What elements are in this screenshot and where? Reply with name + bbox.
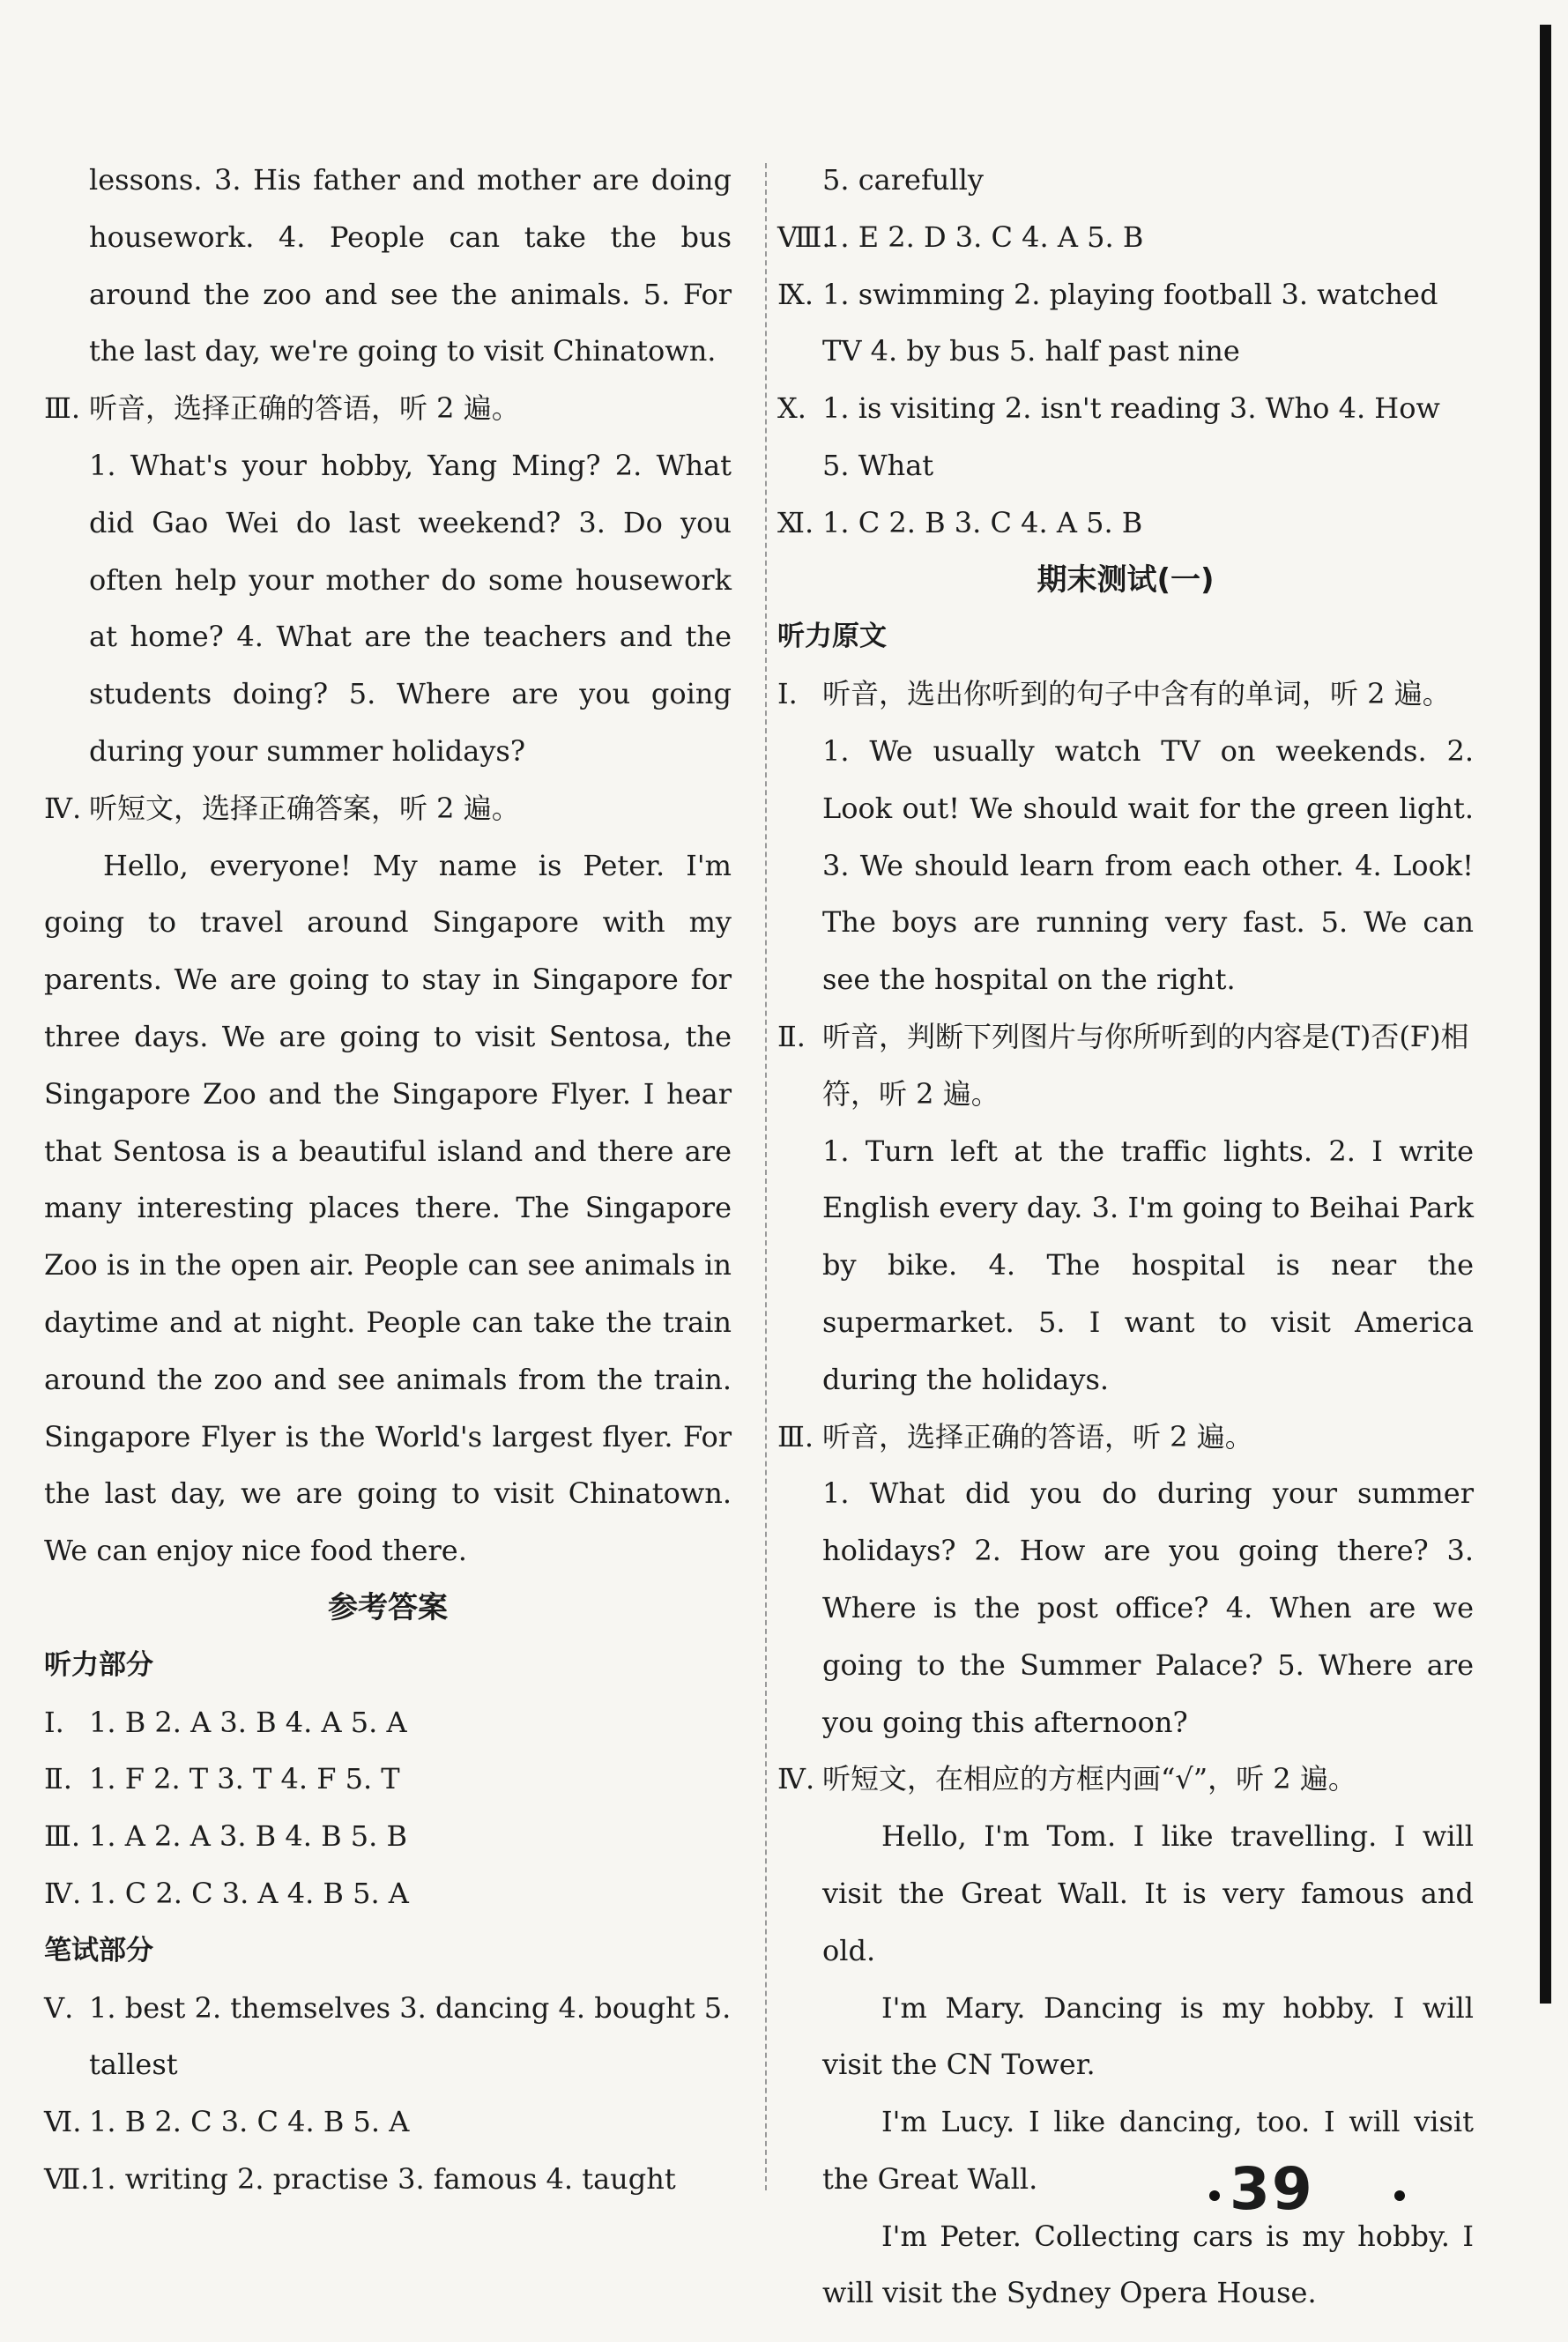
listening-answer-row: Ⅰ. 1. B 2. A 3. B 4. A 5. A: [44, 1705, 407, 1739]
section-4-heading: Ⅳ. 听短文，选择正确答案，听 2 遍。: [44, 791, 520, 825]
listening-answer-row: Ⅳ. 1. C 2. C 3. A 4. B 5. A: [44, 1876, 409, 1910]
written-answer-row: Ⅴ. 1. best 2. themselves 3. dancing 4. bought 5. tallest: [44, 1990, 732, 2082]
answer-row: Ⅸ. 1. swimming 2. playing football 3. watched TV 4. by bus 5. half past nine: [777, 277, 1438, 368]
listening-answer-row: Ⅲ. 1. A 2. A 3. B 4. B 5. B: [44, 1819, 407, 1854]
answer-row: Ⅺ. 1. C 2. B 3. C 4. A 5. B: [777, 505, 1143, 539]
page-number-dot-left: [1209, 2190, 1220, 2201]
script-section-2-heading: Ⅱ. 听音，判断下列图片与你所听到的内容是(T)否(F)相符，听 2 遍。: [777, 1019, 1469, 1111]
column-divider: [765, 163, 767, 2190]
script-paragraph: Hello, I'm Tom. I like travelling. I will visit the Great Wall. It is very famous and old.: [822, 1819, 1474, 1967]
section-4-passage: Hello, everyone! My name is Peter. I'm going to travel around Singapore with my parents. We are going to stay in Singapore for three days. We are going to visit Sentosa, the Singapore Zoo and the Singapore Flyer. I hear that Sentosa is a beautiful island and there are many interesting places there. The Singapore Zoo is in the open air. People can see animals in daytime and at night. People can take the train around the zoo and see animals from the train. Singapore Flyer is the World's largest flyer. For the last day, we are going to visit Chinatown. We can enjoy nice food there.: [44, 848, 732, 1568]
script-section-2-body: 1. Turn left at the traffic lights. 2. I write English every day. 3. I'm going to Beihai Park by bike. 4. The hospital is near the supermarket. 5. I want to visit America during the holidays.: [822, 1134, 1474, 1396]
listening-answer-row: Ⅱ. 1. F 2. T 3. T 4. F 5. T: [44, 1762, 400, 1796]
continued-answer: 5. carefully: [822, 163, 984, 197]
section-3-heading: Ⅲ. 听音，选择正确的答语，听 2 遍。: [44, 391, 520, 426]
written-answer-row: Ⅶ.1. writing 2. practise 3. famous 4. taught: [44, 2161, 676, 2196]
answer-row: Ⅷ.1. E 2. D 3. C 4. A 5. B: [777, 219, 1144, 254]
script-section-1-body: 1. We usually watch TV on weekends. 2. Look out! We should wait for the green light. 3. We should learn from each other. 4. Look! The boys are running very fast. 5. We can see the hospital on the right.: [822, 733, 1474, 997]
page-number-dot-right: [1394, 2190, 1405, 2201]
script-section-3-heading: Ⅲ. 听音，选择正确的答语，听 2 遍。: [777, 1419, 1253, 1454]
script-section-3-body: 1. What did you do during your summer holidays? 2. How are you going there? 3. Where is the post office? 4. When are we going to the Summer Palace? 5. Where are you going this afternoon?: [822, 1476, 1474, 1739]
left-column: [44, 152, 732, 2208]
section-3-body: 1. What's your hobby, Yang Ming? 2. What did Gao Wei do last weekend? 3. Do you often help your mother do some housework at home? 4. What are the teachers and the students doing? 5. Where are you going during your summer holidays?: [89, 448, 732, 768]
script-paragraph: I'm Lucy. I like dancing, too. I will visit the Great Wall.: [822, 2105, 1474, 2196]
written-answer-row: Ⅵ. 1. B 2. C 3. C 4. B 5. A: [44, 2105, 410, 2139]
script-paragraph: I'm Mary. Dancing is my hobby. I will visit the CN Tower.: [822, 1990, 1474, 2082]
exam-title: 期末测试(一): [1037, 561, 1215, 598]
listening-heading: 听力部分: [44, 1648, 153, 1681]
script-section-1-heading: Ⅰ. 听音，选出你听到的句子中含有的单词，听 2 遍。: [777, 677, 1451, 711]
answer-row: Ⅹ. 1. is visiting 2. isn't reading 3. Who 4. How 5. What: [777, 391, 1440, 482]
script-section-4-heading: Ⅳ. 听短文，在相应的方框内画“√”，听 2 遍。: [777, 1762, 1356, 1796]
answers-title: 参考答案: [328, 1589, 448, 1625]
page-number: 39: [1230, 2155, 1314, 2223]
continued-text: lessons. 3. His father and mother are doing housework. 4. People can take the bus around the zoo and see the animals. 5. For the last day, we're going to visit Chinatown.: [89, 163, 732, 368]
right-column: [777, 152, 1474, 2322]
written-heading: 笔试部分: [44, 1934, 153, 1967]
page-edge-bar: [1540, 25, 1551, 2004]
script-heading: 听力原文: [777, 621, 887, 653]
script-paragraph: I'm Peter. Collecting cars is my hobby. I will visit the Sydney Opera House.: [822, 2219, 1474, 2310]
